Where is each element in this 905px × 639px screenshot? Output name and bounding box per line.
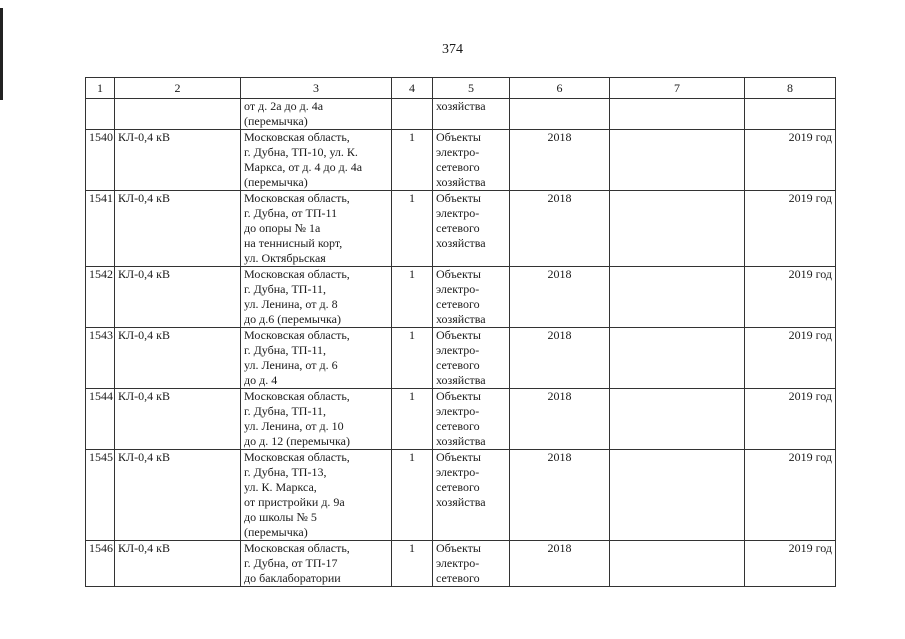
cell-col7 [610, 267, 745, 328]
header-cell-8: 8 [745, 78, 836, 99]
cell-qty [392, 99, 433, 130]
cell-num: 1544 [86, 389, 115, 450]
cell-category: Объекты электро- сетевого хозяйства [433, 267, 510, 328]
cell-num: 1542 [86, 267, 115, 328]
cell-type: КЛ-0,4 кВ [115, 267, 241, 328]
cell-category: Объекты электро- сетевого хозяйства [433, 389, 510, 450]
cell-year: 2018 [510, 450, 610, 541]
cell-qty: 1 [392, 130, 433, 191]
header-cell-4: 4 [392, 78, 433, 99]
cell-qty: 1 [392, 541, 433, 587]
header-cell-3: 3 [241, 78, 392, 99]
cell-year [510, 99, 610, 130]
cell-num: 1540 [86, 130, 115, 191]
cell-col7 [610, 328, 745, 389]
cell-category: Объекты электро- сетевого хозяйства [433, 328, 510, 389]
cell-col7 [610, 130, 745, 191]
cell-year: 2018 [510, 389, 610, 450]
table-row [86, 267, 836, 328]
cell-col8: 2019 год [745, 328, 836, 389]
cell-col8: 2019 год [745, 191, 836, 267]
cell-category: Объекты электро- сетевого [433, 541, 510, 587]
cell-address: от д. 2а до д. 4а (перемычка) [241, 99, 392, 130]
header-cell-5: 5 [433, 78, 510, 99]
cell-year: 2018 [510, 191, 610, 267]
cell-col7 [610, 191, 745, 267]
cell-type [115, 99, 241, 130]
table-row [86, 541, 836, 587]
cell-year: 2018 [510, 541, 610, 587]
cell-address: Московская область, г. Дубна, ТП-11, ул. Ленина, от д. 6 до д. 4 [241, 328, 392, 389]
table-row [86, 328, 836, 389]
continuation-row [86, 99, 836, 130]
cell-address: Московская область, г. Дубна, ТП-13, ул. К. Маркса, от пристройки д. 9а до школы № 5 (перемычка) [241, 450, 392, 541]
cell-category: Объекты электро- сетевого хозяйства [433, 450, 510, 541]
cell-col7 [610, 450, 745, 541]
cell-col7 [610, 541, 745, 587]
page-number: 374 [442, 42, 463, 57]
cell-num: 1543 [86, 328, 115, 389]
header-cell-2: 2 [115, 78, 241, 99]
cell-qty: 1 [392, 191, 433, 267]
cell-col8 [745, 99, 836, 130]
cell-category: хозяйства [433, 99, 510, 130]
cell-num: 1545 [86, 450, 115, 541]
cell-type: КЛ-0,4 кВ [115, 130, 241, 191]
cell-col8: 2019 год [745, 450, 836, 541]
cell-qty: 1 [392, 450, 433, 541]
cell-address: Московская область, г. Дубна, ТП-11, ул. Ленина, от д. 8 до д.6 (перемычка) [241, 267, 392, 328]
cell-qty: 1 [392, 267, 433, 328]
cell-category: Объекты электро- сетевого хозяйства [433, 130, 510, 191]
cell-address: Московская область, г. Дубна, от ТП-11 до опоры № 1а на теннисный корт, ул. Октябрьская [241, 191, 392, 267]
registry-table [85, 77, 836, 587]
header-cell-6: 6 [510, 78, 610, 99]
cell-address: Московская область, г. Дубна, от ТП-17 до баклаборатории [241, 541, 392, 587]
cell-num [86, 99, 115, 130]
cell-qty: 1 [392, 389, 433, 450]
table-header-row [86, 78, 836, 99]
cell-num: 1546 [86, 541, 115, 587]
cell-type: КЛ-0,4 кВ [115, 450, 241, 541]
cell-year: 2018 [510, 328, 610, 389]
cell-col7 [610, 389, 745, 450]
cell-address: Московская область, г. Дубна, ТП-11, ул. Ленина, от д. 10 до д. 12 (перемычка) [241, 389, 392, 450]
table-row [86, 389, 836, 450]
cell-num: 1541 [86, 191, 115, 267]
cell-type: КЛ-0,4 кВ [115, 541, 241, 587]
header-cell-1: 1 [86, 78, 115, 99]
cell-type: КЛ-0,4 кВ [115, 328, 241, 389]
cell-year: 2018 [510, 130, 610, 191]
cell-qty: 1 [392, 328, 433, 389]
cell-category: Объекты электро- сетевого хозяйства [433, 191, 510, 267]
cell-col8: 2019 год [745, 541, 836, 587]
cell-year: 2018 [510, 267, 610, 328]
cell-col7 [610, 99, 745, 130]
cell-type: КЛ-0,4 кВ [115, 389, 241, 450]
cell-address: Московская область, г. Дубна, ТП-10, ул. К. Маркса, от д. 4 до д. 4а (перемычка) [241, 130, 392, 191]
table-row [86, 130, 836, 191]
cell-col8: 2019 год [745, 267, 836, 328]
cell-col8: 2019 год [745, 130, 836, 191]
table-row [86, 191, 836, 267]
cell-col8: 2019 год [745, 389, 836, 450]
cell-type: КЛ-0,4 кВ [115, 191, 241, 267]
header-cell-7: 7 [610, 78, 745, 99]
table-row [86, 450, 836, 541]
